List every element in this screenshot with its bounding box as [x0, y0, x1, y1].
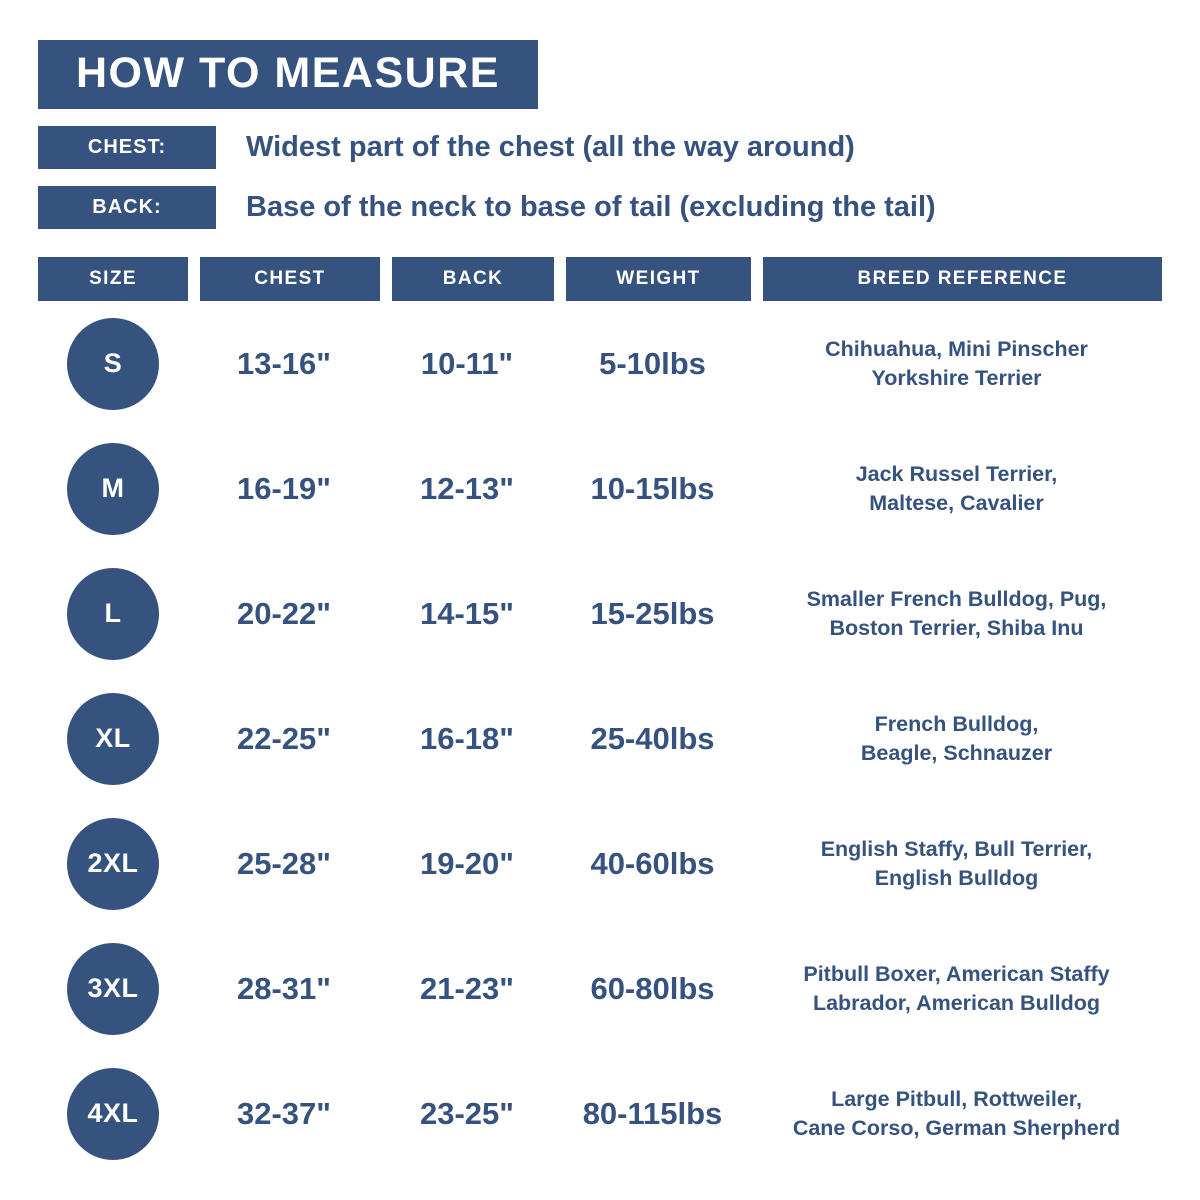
- size-cell: [38, 801, 188, 926]
- column-header-breed-reference: BREED REFERENCE: [751, 257, 1162, 301]
- weight-value: 15-25lbs: [590, 595, 715, 631]
- chest-value: 32-37": [237, 1095, 331, 1131]
- breed-cell: [751, 551, 1162, 676]
- chest-value: 20-22": [237, 595, 331, 631]
- size-cell: [38, 1051, 188, 1176]
- breed-line-1: Pitbull Boxer, American Staffy: [803, 962, 1110, 987]
- breed-line-1: Jack Russel Terrier,: [855, 462, 1058, 487]
- measure-label-back: BACK:: [38, 186, 216, 229]
- size-badge: M: [67, 443, 159, 535]
- breed-line-2: Boston Terrier, Shiba Inu: [829, 615, 1084, 640]
- table-row: [38, 801, 1162, 926]
- weight-value: 40-60lbs: [590, 845, 715, 881]
- breed-cell: [751, 926, 1162, 1051]
- weight-value: 25-40lbs: [590, 720, 715, 756]
- chest-value: 13-16": [237, 345, 331, 381]
- breed-cell: [751, 676, 1162, 801]
- chest-value: 25-28": [237, 845, 331, 881]
- size-badge: 2XL: [67, 818, 159, 910]
- back-value: 21-23": [420, 970, 514, 1006]
- breed-line-2: Beagle, Schnauzer: [860, 740, 1053, 765]
- breed-line-1: Large Pitbull, Rottweiler,: [831, 1087, 1082, 1112]
- breed-cell: [751, 301, 1162, 426]
- weight-value: 5-10lbs: [599, 345, 706, 381]
- breed-cell: [751, 801, 1162, 926]
- column-header-size: SIZE: [38, 257, 188, 301]
- size-table: [38, 257, 1162, 1176]
- measure-label-chest: CHEST:: [38, 126, 216, 169]
- breed-line-2: English Bulldog: [874, 865, 1039, 890]
- column-header-back: BACK: [380, 257, 554, 301]
- table-row: [38, 426, 1162, 551]
- breed-line-1: Smaller French Bulldog, Pug,: [806, 587, 1107, 612]
- breed-cell: [751, 1051, 1162, 1176]
- size-badge: S: [67, 318, 159, 410]
- size-cell: [38, 426, 188, 551]
- breed-line-1: Chihuahua, Mini Pinscher: [825, 337, 1088, 362]
- back-value: 12-13": [420, 470, 514, 506]
- size-badge: 4XL: [67, 1068, 159, 1160]
- breed-line-2: Labrador, American Bulldog: [812, 990, 1101, 1015]
- back-value: 19-20": [420, 845, 514, 881]
- size-cell: [38, 551, 188, 676]
- weight-value: 60-80lbs: [590, 970, 715, 1006]
- chest-value: 16-19": [237, 470, 331, 506]
- table-header-row: [38, 257, 1162, 301]
- breed-line-2: Cane Corso, German Sherpherd: [792, 1115, 1121, 1140]
- back-value: 23-25": [420, 1095, 514, 1131]
- chest-value: 22-25": [237, 720, 331, 756]
- back-value: 14-15": [420, 595, 514, 631]
- weight-value: 80-115lbs: [582, 1095, 723, 1131]
- table-row: [38, 1051, 1162, 1176]
- breed-line-2: Yorkshire Terrier: [871, 365, 1042, 390]
- page-title: HOW TO MEASURE: [38, 40, 538, 109]
- size-badge: XL: [67, 693, 159, 785]
- breed-cell: [751, 426, 1162, 551]
- measure-row-chest: [38, 126, 1162, 169]
- column-header-weight: WEIGHT: [554, 257, 751, 301]
- breed-line-1: French Bulldog,: [874, 712, 1039, 737]
- measure-text-chest: Widest part of the chest (all the way around): [246, 130, 855, 163]
- column-header-chest: CHEST: [188, 257, 380, 301]
- weight-value: 10-15lbs: [590, 470, 715, 506]
- chest-value: 28-31": [237, 970, 331, 1006]
- size-badge: L: [67, 568, 159, 660]
- back-value: 16-18": [420, 720, 514, 756]
- measure-row-back: [38, 186, 1162, 229]
- measure-text-back: Base of the neck to base of tail (excluding the tail): [246, 190, 936, 223]
- breed-line-2: Maltese, Cavalier: [869, 490, 1044, 515]
- table-row: [38, 926, 1162, 1051]
- table-row: [38, 676, 1162, 801]
- breed-line-1: English Staffy, Bull Terrier,: [820, 837, 1093, 862]
- size-cell: [38, 301, 188, 426]
- table-row: [38, 551, 1162, 676]
- size-badge: 3XL: [67, 943, 159, 1035]
- size-cell: [38, 926, 188, 1051]
- back-value: 10-11": [420, 345, 514, 381]
- size-cell: [38, 676, 188, 801]
- table-row: [38, 301, 1162, 426]
